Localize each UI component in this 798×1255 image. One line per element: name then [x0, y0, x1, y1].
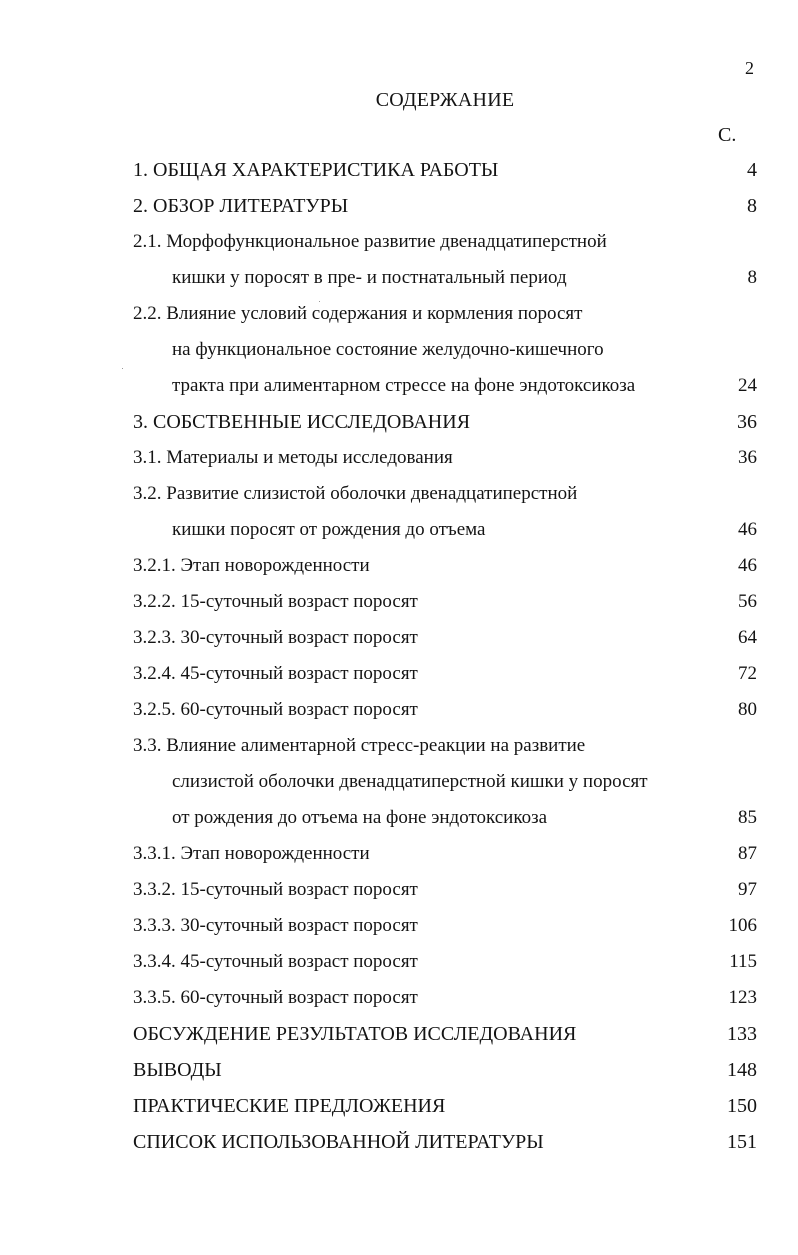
toc-entry-page-number: 133: [727, 1023, 757, 1045]
toc-entry-line: [0, 296, 798, 332]
toc-entry-page-number: 46: [738, 555, 757, 576]
toc-entry-text: 3.2.2. 15-суточный возраст поросят: [133, 591, 418, 612]
toc-entry-line: [0, 1124, 798, 1160]
toc-entry-text: 3. СОБСТВЕННЫЕ ИССЛЕДОВАНИЯ: [133, 411, 471, 433]
toc-entry-page-number: 36: [737, 411, 757, 433]
toc-entry-line: [0, 980, 798, 1016]
toc-entry-text: 3.2. Развитие слизистой оболочки двенадцатиперстной: [133, 483, 578, 504]
table-of-contents: [0, 152, 798, 1160]
toc-entry-line: [0, 404, 798, 440]
toc-entry-line: [0, 836, 798, 872]
toc-entry-line: [0, 224, 798, 260]
toc-entry-text: ВЫВОДЫ: [133, 1059, 222, 1081]
scan-speck: [319, 301, 320, 302]
toc-entry-text: 2.2. Влияние условий содержания и кормления поросят: [133, 303, 583, 324]
toc-entry-line: [0, 692, 798, 728]
toc-entry-text: СПИСОК ИСПОЛЬЗОВАННОЙ ЛИТЕРАТУРЫ: [133, 1131, 544, 1153]
toc-entry-line: [0, 764, 798, 800]
page-title: СОДЕРЖАНИЕ: [375, 89, 515, 111]
toc-entry-line: [0, 908, 798, 944]
toc-entry-text: 2.1. Морфофункциональное развитие двенадцатиперстной: [133, 231, 607, 252]
toc-entry-line: [0, 872, 798, 908]
toc-entry-text: 1. ОБЩАЯ ХАРАКТЕРИСТИКА РАБОТЫ: [133, 159, 499, 181]
toc-entry-line: [0, 512, 798, 548]
toc-entry-text: 3.1. Материалы и методы исследования: [133, 447, 453, 468]
toc-entry-line: [0, 800, 798, 836]
toc-entry-page-number: 8: [747, 195, 757, 217]
toc-entry-text: от рождения до отъема на фоне эндотоксикоза: [172, 807, 548, 828]
toc-entry-text: кишки у поросят в пре- и постнатальный период: [172, 267, 567, 288]
toc-entry-text: 3.3. Влияние алиментарной стресс-реакции на развитие: [133, 735, 586, 756]
toc-entry-line: [0, 944, 798, 980]
page-column-label: С.: [718, 124, 737, 146]
toc-entry-page-number: 87: [738, 843, 757, 864]
toc-entry-text: 3.2.5. 60-суточный возраст поросят: [133, 699, 418, 720]
toc-entry-page-number: 123: [728, 987, 757, 1008]
toc-entry-text: ПРАКТИЧЕСКИЕ ПРЕДЛОЖЕНИЯ: [133, 1095, 446, 1117]
toc-entry-text: 3.3.5. 60-суточный возраст поросят: [133, 987, 418, 1008]
toc-entry-text: 3.2.4. 45-суточный возраст поросят: [133, 663, 418, 684]
toc-entry-page-number: 148: [727, 1059, 757, 1081]
toc-entry-text: 3.3.2. 15-суточный возраст поросят: [133, 879, 418, 900]
toc-entry-page-number: 106: [728, 915, 757, 936]
toc-entry-page-number: 80: [738, 699, 757, 720]
toc-entry-page-number: 24: [738, 375, 757, 396]
toc-entry-text: тракта при алиментарном стрессе на фоне эндотоксикоза: [172, 375, 636, 396]
toc-entry-line: [0, 440, 798, 476]
toc-entry-page-number: 97: [738, 879, 757, 900]
toc-entry-line: [0, 260, 798, 296]
toc-entry-text: 2. ОБЗОР ЛИТЕРАТУРЫ: [133, 195, 349, 217]
toc-entry-line: [0, 152, 798, 188]
toc-entry-page-number: 85: [738, 807, 757, 828]
toc-entry-page-number: 56: [738, 591, 757, 612]
toc-entry-line: [0, 1088, 798, 1124]
toc-entry-page-number: 115: [729, 951, 757, 972]
toc-entry-line: [0, 548, 798, 584]
toc-entry-page-number: 4: [747, 159, 757, 181]
toc-entry-page-number: 64: [738, 627, 757, 648]
toc-entry-text: ОБСУЖДЕНИЕ РЕЗУЛЬТАТОВ ИССЛЕДОВАНИЯ: [133, 1023, 577, 1045]
toc-entry-line: [0, 1052, 798, 1088]
toc-entry-line: [0, 476, 798, 512]
toc-entry-line: [0, 620, 798, 656]
toc-entry-page-number: 151: [727, 1131, 757, 1153]
toc-entry-line: [0, 656, 798, 692]
toc-entry-text: 3.3.1. Этап новорожденности: [133, 843, 370, 864]
toc-entry-text: на функциональное состояние желудочно-кишечного: [172, 339, 604, 360]
toc-entry-page-number: 36: [738, 447, 757, 468]
toc-entry-page-number: 8: [747, 267, 757, 288]
toc-entry-line: [0, 1016, 798, 1052]
page-number: 2: [745, 58, 754, 78]
toc-entry-line: [0, 584, 798, 620]
toc-entry-page-number: 46: [738, 519, 757, 540]
toc-entry-line: [0, 332, 798, 368]
toc-entry-page-number: 150: [727, 1095, 757, 1117]
toc-entry-text: 3.3.4. 45-суточный возраст поросят: [133, 951, 418, 972]
toc-entry-text: слизистой оболочки двенадцатиперстной кишки у поросят: [172, 771, 648, 792]
toc-entry-text: 3.2.3. 30-суточный возраст поросят: [133, 627, 418, 648]
toc-entry-line: [0, 368, 798, 404]
toc-entry-line: [0, 188, 798, 224]
toc-entry-page-number: 72: [738, 663, 757, 684]
scan-speck: [122, 368, 123, 369]
toc-entry-text: 3.3.3. 30-суточный возраст поросят: [133, 915, 418, 936]
toc-entry-text: 3.2.1. Этап новорожденности: [133, 555, 370, 576]
toc-entry-text: кишки поросят от рождения до отъема: [172, 519, 486, 540]
toc-entry-line: [0, 728, 798, 764]
